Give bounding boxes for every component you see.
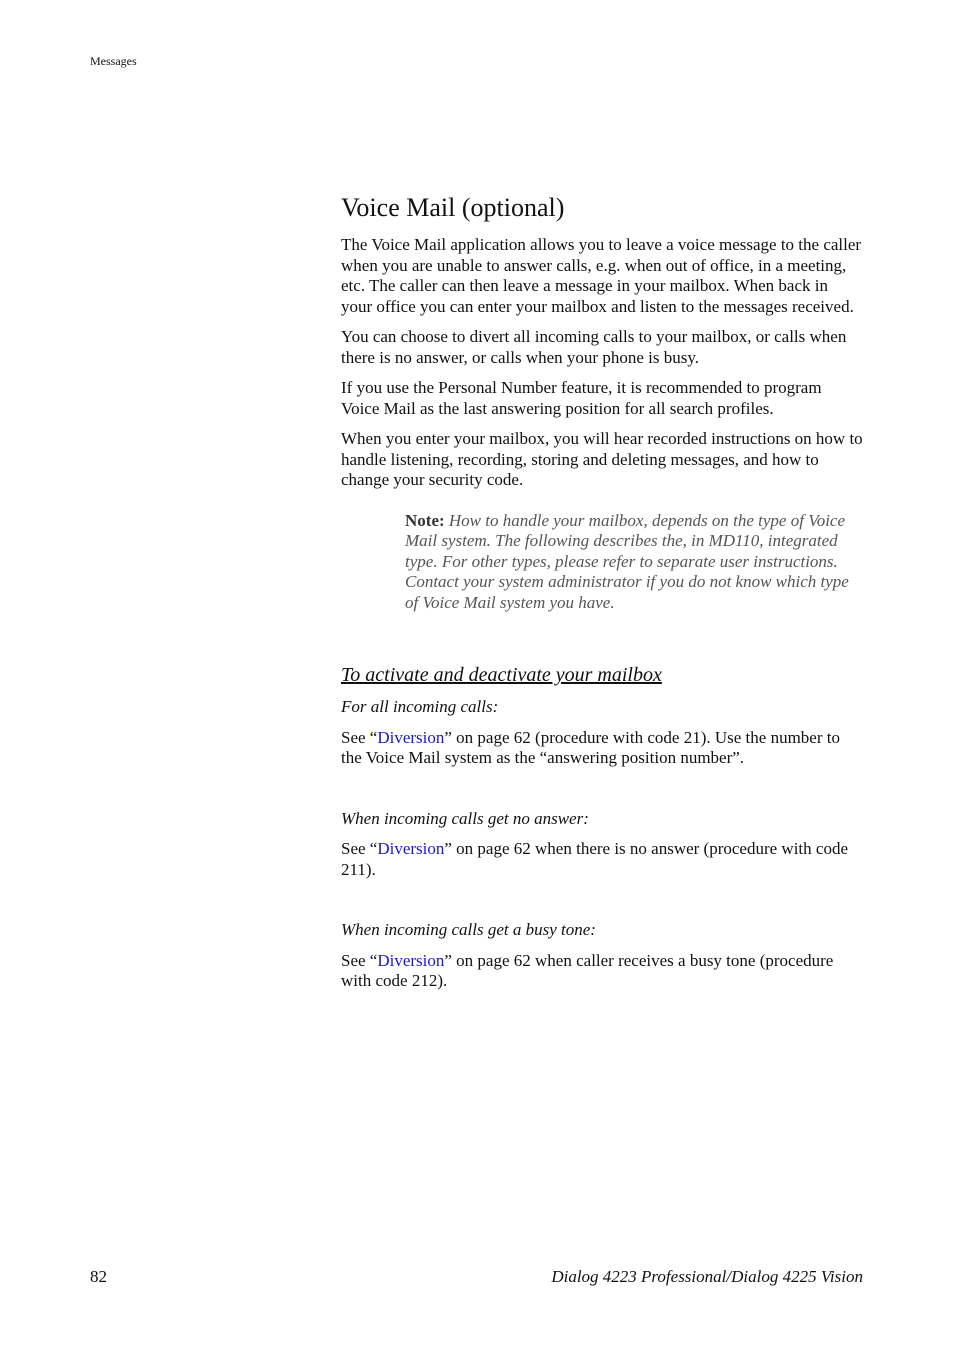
instruction-busy-tone (341, 951, 863, 992)
diversion-link[interactable]: Diversion (377, 727, 445, 747)
divert-options-paragraph: You can choose to divert all incoming calls to your mailbox, or calls when there is no answer, or calls when your phone is busy. (341, 327, 847, 367)
condition-no-answer: When incoming calls get no answer: (341, 808, 589, 828)
instruction-suffix: ” on page 62 (procedure with code 21). Use the number to the Voice Mail system as the “answering position number”. (341, 727, 840, 767)
note-block (405, 511, 863, 614)
page-number: 82 (90, 1267, 107, 1286)
intro-paragraph: The Voice Mail application allows you to leave a voice message to the caller when you are unable to answer calls, e.g. when out of office, in a meeting, etc. The caller can then leave a message in your mailbox. When back in your office you can enter your mailbox and listen to the messages received. (341, 235, 862, 316)
main-content (341, 192, 863, 1002)
mailbox-instructions-paragraph: When you enter your mailbox, you will hear recorded instructions on how to handle listening, recording, storing and deleting messages, and how to change your security code. (341, 429, 863, 489)
instruction-all-calls (341, 728, 863, 769)
note-text: How to handle your mailbox, depends on the type of Voice Mail system. The following describes the, in MD110, integrated type. For other types, please refer to separate user instructions. Contact your system administrator if you do not know which type of Voice Mail system you have. (405, 510, 849, 612)
instruction-prefix: See “ (341, 839, 378, 858)
condition-all-calls: For all incoming calls: (341, 697, 499, 716)
document-title: Dialog 4223 Professional/Dialog 4225 Vision (551, 1267, 863, 1286)
note-label: Note: (405, 510, 445, 530)
procedure-heading: To activate and deactivate your mailbox (341, 664, 662, 686)
personal-number-paragraph: If you use the Personal Number feature, it is recommended to program Voice Mail as the last answering position for all search profiles. (341, 378, 822, 418)
instruction-suffix: ” on page 62 when there is no answer (procedure with code 211). (341, 839, 848, 879)
instruction-prefix: See “ (341, 950, 378, 970)
condition-busy-tone: When incoming calls get a busy tone: (341, 920, 596, 939)
diversion-link[interactable]: Diversion (377, 950, 445, 970)
instruction-prefix: See “ (341, 727, 378, 747)
instruction-no-answer (341, 839, 863, 880)
section-title: Voice Mail (optional) (341, 193, 565, 222)
diversion-link[interactable]: Diversion (377, 839, 445, 858)
instruction-suffix: ” on page 62 when caller receives a busy tone (procedure with code 212). (341, 950, 834, 990)
running-header: Messages (90, 54, 137, 68)
